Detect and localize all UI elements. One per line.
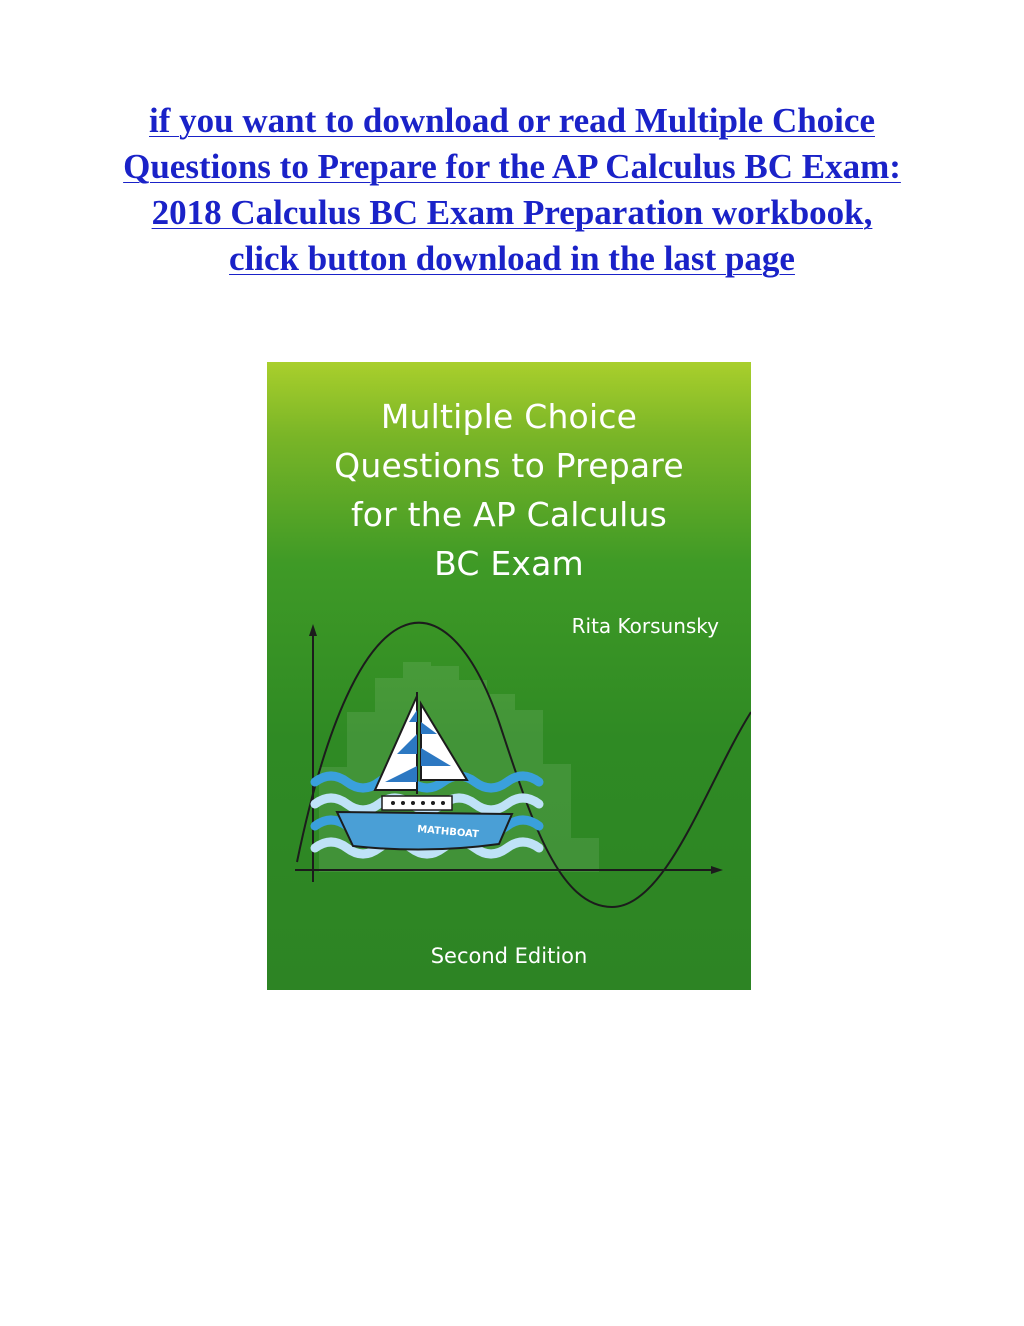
headline-line-3[interactable]: 2018 Calculus BC Exam Preparation workbook, [151, 193, 873, 232]
cover-edition: Second Edition [430, 944, 588, 968]
cover-title-line-3: for the AP Calculus [350, 495, 668, 534]
headline-line-2[interactable]: Questions to Prepare for the AP Calculus BC Exam: [123, 147, 901, 186]
cover-title-line-2: Questions to Prepare [334, 446, 684, 485]
book-cover [267, 362, 751, 990]
cover-title-line-1: Multiple Choice [380, 397, 638, 436]
headline-line-1[interactable]: if you want to download or read Multiple Choice [149, 101, 875, 140]
y-axis-arrow [309, 624, 317, 636]
boat-label: MATHBOAT [416, 824, 480, 841]
headline-line-4[interactable]: click button download in the last page [229, 239, 795, 278]
cover-title [267, 392, 751, 588]
x-axis-arrow [711, 866, 723, 874]
cover-author: Rita Korsunsky [571, 614, 719, 638]
cover-title-line-4: BC Exam [434, 544, 584, 583]
download-headline[interactable] [40, 98, 984, 282]
